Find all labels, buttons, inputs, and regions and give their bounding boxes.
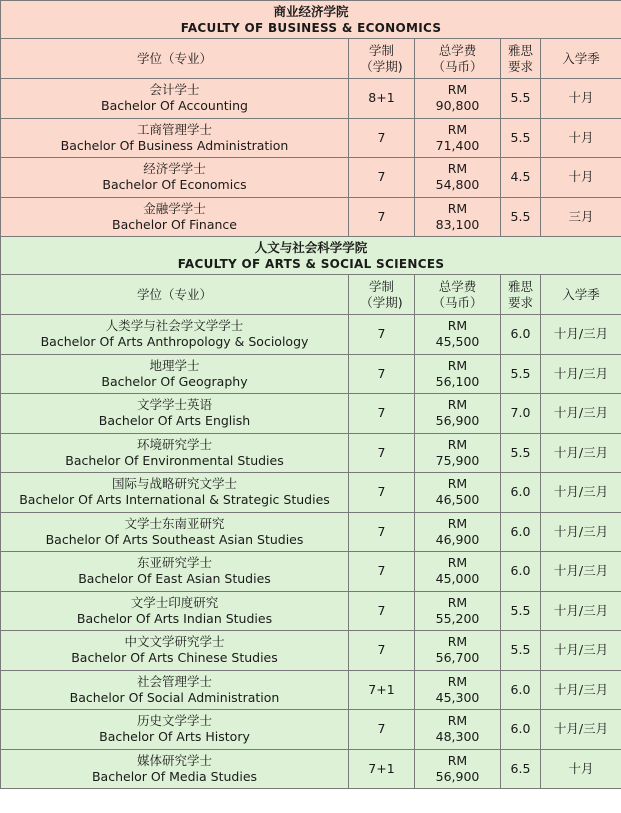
program-ielts: 6.0 bbox=[501, 512, 541, 552]
program-name-cn: 媒体研究学士 bbox=[136, 752, 212, 768]
program-fee-cell bbox=[415, 197, 501, 237]
header-ielts-line1: 雅思 bbox=[507, 278, 533, 294]
program-intake: 十月/三月 bbox=[541, 315, 621, 355]
program-name-en: Bachelor Of Economics bbox=[102, 177, 247, 193]
program-intake: 十月/三月 bbox=[541, 354, 621, 394]
header-ielts bbox=[501, 39, 541, 79]
program-fee-amount: 54,800 bbox=[435, 177, 480, 193]
program-row bbox=[1, 710, 621, 750]
program-row bbox=[1, 433, 621, 473]
program-row bbox=[1, 512, 621, 552]
program-ielts: 6.0 bbox=[501, 552, 541, 592]
program-name-cell bbox=[1, 118, 349, 158]
header-fee-line2: （马币） bbox=[432, 58, 483, 74]
header-duration-line2: （学期) bbox=[360, 294, 403, 310]
program-intake: 十月/三月 bbox=[541, 670, 621, 710]
program-intake: 三月 bbox=[541, 197, 621, 237]
program-row bbox=[1, 354, 621, 394]
program-fee-cell bbox=[415, 158, 501, 198]
program-name-en: Bachelor Of Arts Southeast Asian Studies bbox=[45, 531, 304, 547]
program-name-en: Bachelor Of Geography bbox=[101, 373, 248, 389]
program-name-cell bbox=[1, 79, 349, 119]
program-name-cell bbox=[1, 433, 349, 473]
program-duration: 8+1 bbox=[349, 79, 415, 119]
faculty-title-row bbox=[1, 1, 621, 39]
header-ielts-line2: 要求 bbox=[507, 58, 533, 74]
program-fee-amount: 56,100 bbox=[435, 373, 480, 389]
program-name-cell bbox=[1, 394, 349, 434]
program-name-en: Bachelor Of Arts History bbox=[99, 729, 250, 745]
program-row bbox=[1, 197, 621, 237]
program-name-en: Bachelor Of Accounting bbox=[101, 98, 248, 114]
program-fee-cell bbox=[415, 552, 501, 592]
program-intake: 十月 bbox=[541, 749, 621, 789]
program-ielts: 4.5 bbox=[501, 158, 541, 198]
program-row bbox=[1, 79, 621, 119]
program-duration: 7 bbox=[349, 197, 415, 237]
program-fee-cell bbox=[415, 473, 501, 513]
program-ielts: 6.0 bbox=[501, 473, 541, 513]
program-name-cell bbox=[1, 749, 349, 789]
program-fee-amount: 46,900 bbox=[435, 531, 480, 547]
program-fee-currency: RM bbox=[447, 594, 468, 610]
program-fee-cell bbox=[415, 79, 501, 119]
header-fee bbox=[415, 275, 501, 315]
program-name-cell bbox=[1, 354, 349, 394]
program-fee-currency: RM bbox=[447, 713, 468, 729]
program-name-cn: 社会管理学士 bbox=[136, 673, 212, 689]
program-ielts: 5.5 bbox=[501, 197, 541, 237]
program-fee-amount: 46,500 bbox=[435, 492, 480, 508]
program-row bbox=[1, 394, 621, 434]
program-fee-currency: RM bbox=[447, 200, 468, 216]
program-duration: 7 bbox=[349, 158, 415, 198]
program-duration: 7 bbox=[349, 631, 415, 671]
program-ielts: 5.5 bbox=[501, 118, 541, 158]
header-fee-line1: 总学费 bbox=[438, 42, 477, 58]
program-intake: 十月/三月 bbox=[541, 631, 621, 671]
program-row bbox=[1, 473, 621, 513]
program-name-cn: 工商管理学士 bbox=[136, 121, 212, 137]
column-header-row bbox=[1, 39, 621, 79]
program-name-cn: 文学士东南亚研究 bbox=[124, 515, 225, 531]
header-duration-line1: 学制 bbox=[368, 278, 394, 294]
program-name-en: Bachelor Of Media Studies bbox=[91, 768, 258, 784]
program-name-cell bbox=[1, 315, 349, 355]
program-ielts: 7.0 bbox=[501, 394, 541, 434]
program-fee-cell bbox=[415, 631, 501, 671]
program-ielts: 6.0 bbox=[501, 710, 541, 750]
program-fee-currency: RM bbox=[447, 752, 468, 768]
program-fee-cell bbox=[415, 512, 501, 552]
program-name-cn: 地理学士 bbox=[149, 357, 200, 373]
program-name-cn: 历史文学学士 bbox=[136, 713, 212, 729]
program-ielts: 5.5 bbox=[501, 433, 541, 473]
program-name-cn: 环境研究学士 bbox=[136, 436, 212, 452]
program-name-cell bbox=[1, 512, 349, 552]
header-degree: 学位（专业） bbox=[1, 39, 349, 79]
program-intake: 十月/三月 bbox=[541, 433, 621, 473]
header-fee-line2: （马币） bbox=[432, 294, 483, 310]
program-name-cell bbox=[1, 670, 349, 710]
program-duration: 7 bbox=[349, 512, 415, 552]
program-name-cell bbox=[1, 631, 349, 671]
program-intake: 十月/三月 bbox=[541, 473, 621, 513]
program-fee-amount: 48,300 bbox=[435, 729, 480, 745]
program-fee-amount: 83,100 bbox=[435, 216, 480, 232]
program-ielts: 6.5 bbox=[501, 749, 541, 789]
program-fee-amount: 45,500 bbox=[435, 334, 480, 350]
program-fee-cell bbox=[415, 118, 501, 158]
program-fee-cell bbox=[415, 315, 501, 355]
header-degree: 学位（专业） bbox=[1, 275, 349, 315]
program-row bbox=[1, 315, 621, 355]
program-intake: 十月 bbox=[541, 118, 621, 158]
program-fee-currency: RM bbox=[447, 515, 468, 531]
header-duration bbox=[349, 39, 415, 79]
program-row bbox=[1, 631, 621, 671]
program-fee-cell bbox=[415, 433, 501, 473]
program-fee-currency: RM bbox=[447, 82, 468, 98]
program-name-en: Bachelor Of Social Administration bbox=[69, 689, 280, 705]
column-header-row bbox=[1, 275, 621, 315]
program-duration: 7 bbox=[349, 710, 415, 750]
program-name-cn: 会计学士 bbox=[149, 82, 200, 98]
program-name-en: Bachelor Of East Asian Studies bbox=[78, 571, 271, 587]
header-duration-line1: 学制 bbox=[368, 42, 394, 58]
program-row bbox=[1, 158, 621, 198]
faculty-title-row bbox=[1, 237, 621, 275]
program-intake: 十月/三月 bbox=[541, 512, 621, 552]
program-ielts: 6.0 bbox=[501, 315, 541, 355]
program-fee-amount: 55,200 bbox=[435, 610, 480, 626]
program-name-cn: 文学学士英语 bbox=[136, 397, 212, 413]
header-duration bbox=[349, 275, 415, 315]
program-fee-cell bbox=[415, 749, 501, 789]
program-name-cn: 人类学与社会学文学学士 bbox=[105, 318, 244, 334]
faculty-title-en: FACULTY OF BUSINESS & ECONOMICS bbox=[180, 20, 442, 35]
program-fee-amount: 45,300 bbox=[435, 689, 480, 705]
program-fee-amount: 56,900 bbox=[435, 768, 480, 784]
program-name-cell bbox=[1, 710, 349, 750]
program-duration: 7 bbox=[349, 433, 415, 473]
program-duration: 7 bbox=[349, 354, 415, 394]
header-ielts-line1: 雅思 bbox=[507, 42, 533, 58]
program-name-en: Bachelor Of Arts International & Strategic Studies bbox=[19, 492, 330, 508]
program-fee-currency: RM bbox=[447, 436, 468, 452]
header-ielts-line2: 要求 bbox=[507, 294, 533, 310]
program-fee-currency: RM bbox=[447, 121, 468, 137]
program-name-cn: 东亚研究学士 bbox=[136, 555, 212, 571]
program-ielts: 6.0 bbox=[501, 670, 541, 710]
program-fee-cell bbox=[415, 670, 501, 710]
program-intake: 十月/三月 bbox=[541, 591, 621, 631]
program-fee-cell bbox=[415, 591, 501, 631]
program-name-cn: 金融学学士 bbox=[143, 200, 206, 216]
program-duration: 7 bbox=[349, 591, 415, 631]
program-duration: 7 bbox=[349, 315, 415, 355]
faculty-title-cn: 人文与社会科学学院 bbox=[254, 239, 368, 255]
program-name-cn: 经济学学士 bbox=[143, 161, 206, 177]
program-name-en: Bachelor Of Finance bbox=[112, 216, 237, 232]
header-duration-line2: （学期) bbox=[360, 58, 403, 74]
program-name-cell bbox=[1, 591, 349, 631]
program-fee-cell bbox=[415, 394, 501, 434]
program-row bbox=[1, 552, 621, 592]
program-duration: 7+1 bbox=[349, 749, 415, 789]
header-intake: 入学季 bbox=[541, 39, 621, 79]
program-name-en: Bachelor Of Arts English bbox=[98, 413, 251, 429]
program-row bbox=[1, 591, 621, 631]
faculty-title-cn: 商业经济学院 bbox=[273, 3, 349, 19]
program-intake: 十月/三月 bbox=[541, 394, 621, 434]
program-name-cell bbox=[1, 197, 349, 237]
program-intake: 十月/三月 bbox=[541, 552, 621, 592]
header-intake: 入学季 bbox=[541, 275, 621, 315]
program-fee-currency: RM bbox=[447, 318, 468, 334]
program-duration: 7 bbox=[349, 552, 415, 592]
program-intake: 十月 bbox=[541, 79, 621, 119]
program-name-cell bbox=[1, 552, 349, 592]
program-fee-currency: RM bbox=[447, 161, 468, 177]
program-fee-currency: RM bbox=[447, 397, 468, 413]
program-fee-currency: RM bbox=[447, 357, 468, 373]
program-row bbox=[1, 118, 621, 158]
program-ielts: 5.5 bbox=[501, 631, 541, 671]
program-duration: 7 bbox=[349, 473, 415, 513]
program-name-cell bbox=[1, 473, 349, 513]
faculty-title bbox=[1, 237, 621, 275]
program-ielts: 5.5 bbox=[501, 354, 541, 394]
program-name-cn: 国际与战略研究文学士 bbox=[111, 476, 237, 492]
program-ielts: 5.5 bbox=[501, 79, 541, 119]
program-fee-amount: 56,700 bbox=[435, 650, 480, 666]
program-fee-cell bbox=[415, 710, 501, 750]
program-name-en: Bachelor Of Arts Anthropology & Sociology bbox=[40, 334, 309, 350]
program-name-en: Bachelor Of Environmental Studies bbox=[65, 452, 284, 468]
header-fee-line1: 总学费 bbox=[438, 278, 477, 294]
program-fee-amount: 75,900 bbox=[435, 452, 480, 468]
program-ielts: 5.5 bbox=[501, 591, 541, 631]
header-fee bbox=[415, 39, 501, 79]
program-name-cn: 文学士印度研究 bbox=[130, 594, 219, 610]
program-fee-amount: 45,000 bbox=[435, 571, 480, 587]
program-row bbox=[1, 749, 621, 789]
program-name-en: Bachelor Of Arts Indian Studies bbox=[76, 610, 273, 626]
program-intake: 十月/三月 bbox=[541, 710, 621, 750]
program-duration: 7 bbox=[349, 394, 415, 434]
program-fee-amount: 56,900 bbox=[435, 413, 480, 429]
program-name-cn: 中文文学研究学士 bbox=[124, 634, 225, 650]
programs-table-body bbox=[1, 1, 621, 789]
faculty-title bbox=[1, 1, 621, 39]
program-fee-currency: RM bbox=[447, 476, 468, 492]
program-intake: 十月 bbox=[541, 158, 621, 198]
program-fee-amount: 71,400 bbox=[435, 137, 480, 153]
program-name-en: Bachelor Of Arts Chinese Studies bbox=[71, 650, 278, 666]
program-name-cell bbox=[1, 158, 349, 198]
program-duration: 7 bbox=[349, 118, 415, 158]
program-name-en: Bachelor Of Business Administration bbox=[60, 137, 289, 153]
program-fee-cell bbox=[415, 354, 501, 394]
faculty-title-en: FACULTY OF ARTS & SOCIAL SCIENCES bbox=[177, 256, 445, 271]
program-fee-currency: RM bbox=[447, 555, 468, 571]
program-fee-currency: RM bbox=[447, 634, 468, 650]
header-ielts bbox=[501, 275, 541, 315]
program-duration: 7+1 bbox=[349, 670, 415, 710]
program-fee-amount: 90,800 bbox=[435, 98, 480, 114]
program-fee-currency: RM bbox=[447, 673, 468, 689]
program-row bbox=[1, 670, 621, 710]
